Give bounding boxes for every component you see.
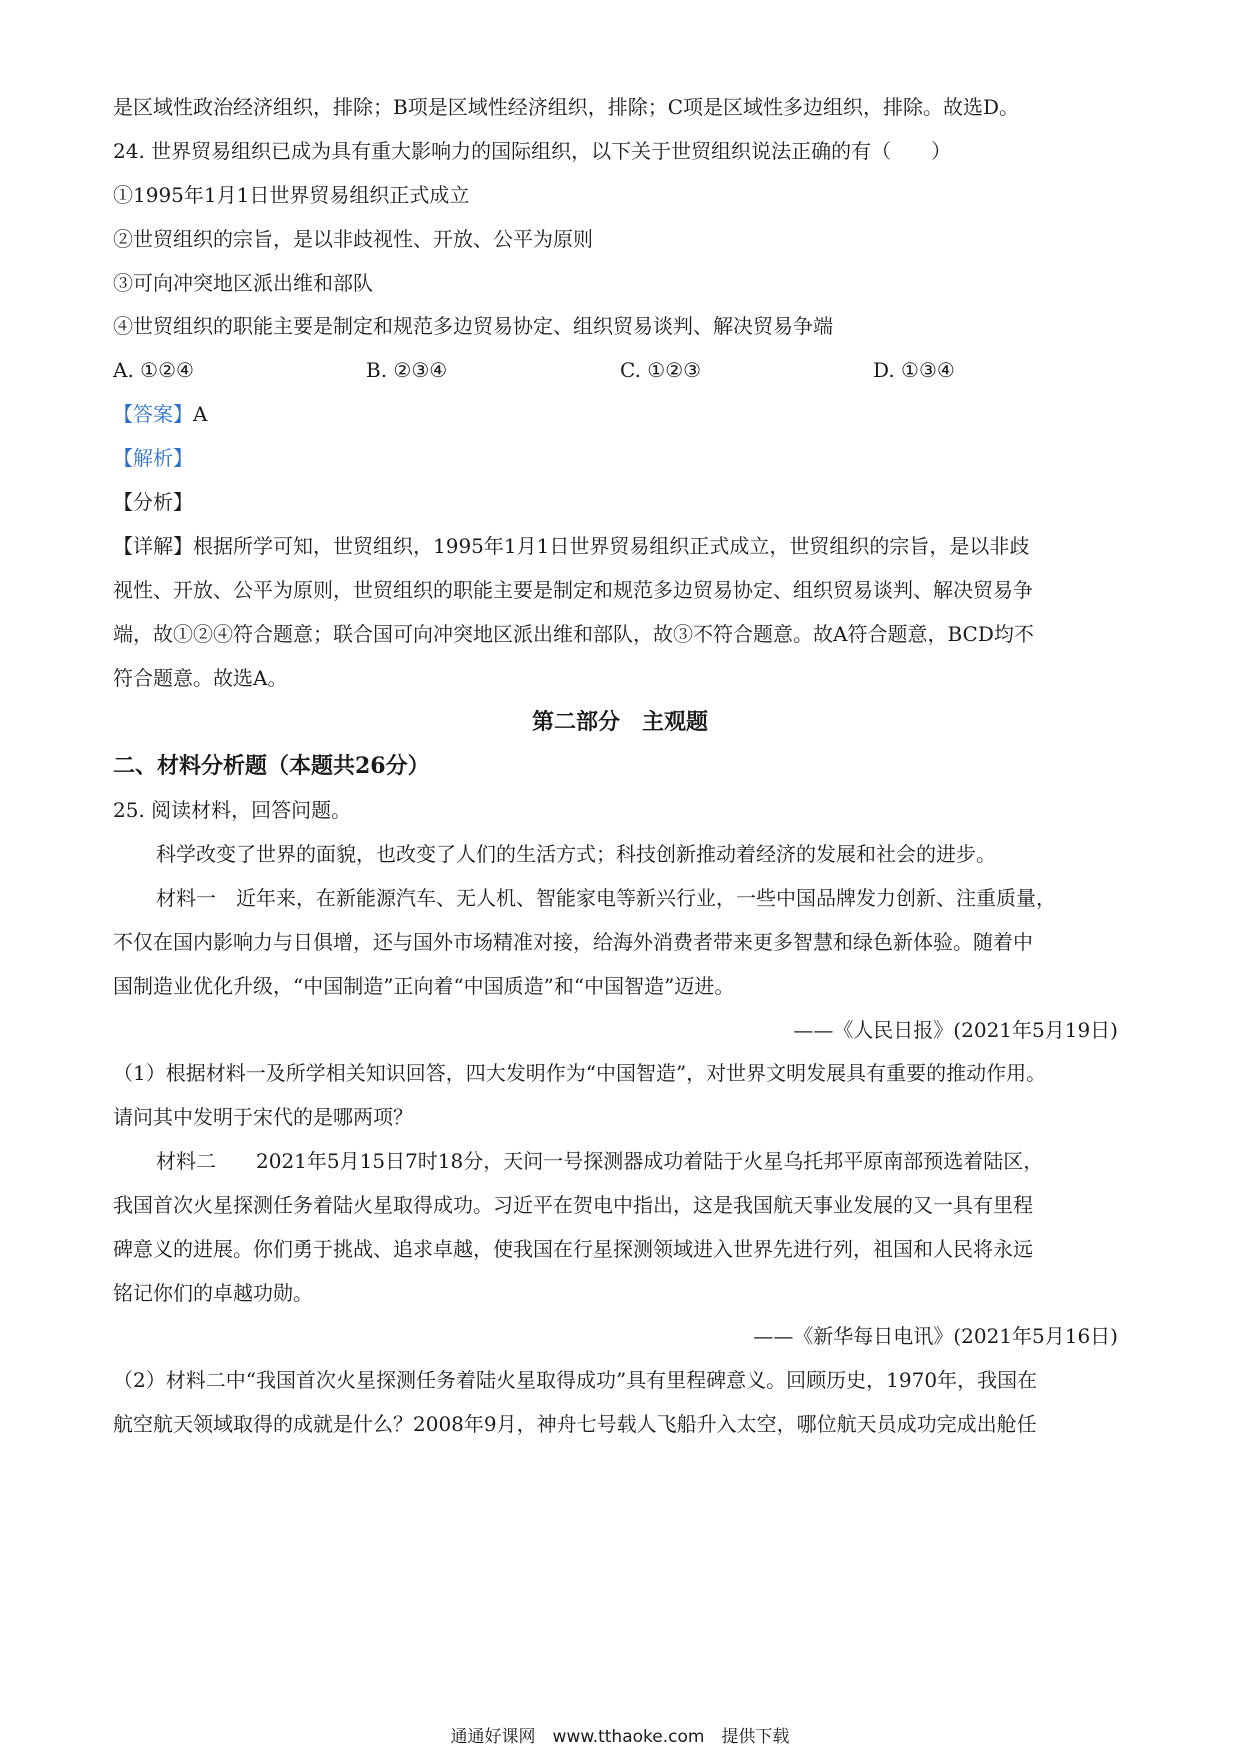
- option-c: C. ①②③: [620, 358, 702, 382]
- subquestion-1-line-2: 请问其中发明于宋代的是哪两项？: [113, 1105, 413, 1129]
- option-d: D. ①③④: [873, 358, 955, 382]
- answer-line: [113, 400, 1128, 428]
- subquestion-2-line-1: （2）材料二中“我国首次火星探测任务着陆火星取得成功”具有里程碑意义。回顾历史，1970年，我国在: [113, 1368, 1038, 1392]
- fenxi-tag: 【分析】: [113, 490, 193, 514]
- material-2-source: ——《新华每日电讯》(2021年5月16日): [753, 1324, 1118, 1348]
- material-1-line-1: 材料一 近年来，在新能源汽车、无人机、智能家电等新兴行业，一些中国品牌发力创新、注重质量，: [156, 886, 1056, 910]
- question-24-item-4: ④世贸组织的职能主要是制定和规范多边贸易协定、组织贸易谈判、解决贸易争端: [113, 314, 833, 338]
- detail-line-2: 视性、开放、公平为原则，世贸组织的职能主要是制定和规范多边贸易协定、组织贸易谈判、解决贸易争: [113, 578, 1033, 602]
- detail-line-3: 端，故①②④符合题意；联合国可向冲突地区派出维和部队，故③不符合题意。故A符合题意，BCD均不: [113, 622, 1034, 646]
- previous-explanation-tail: 是区域性政治经济组织，排除；B项是区域性经济组织，排除；C项是区域性多边组织，排除。故选D。: [113, 95, 1020, 119]
- material-2-line-3: 碑意义的进展。你们勇于挑战、追求卓越，使我国在行星探测领域进入世界先进行列，祖国和人民将永远: [113, 1237, 1033, 1261]
- answer-value: A: [193, 402, 208, 426]
- subquestion-2-line-2: 航空航天领域取得的成就是什么？2008年9月，神舟七号载人飞船升入太空，哪位航天员成功完成出舱任: [113, 1412, 1037, 1436]
- answer-tag: 【答案】: [113, 402, 193, 426]
- question-24-item-2: ②世贸组织的宗旨，是以非歧视性、开放、公平为原则: [113, 227, 593, 251]
- question-24-stem: 24. 世界贸易组织已成为具有重大影响力的国际组织，以下关于世贸组织说法正确的有（ ）: [113, 139, 952, 163]
- detail-line-4: 符合题意。故选A。: [113, 666, 288, 690]
- material-2-line-2: 我国首次火星探测任务着陆火星取得成功。习近平在贺电中指出，这是我国航天事业发展的又一具有里程: [113, 1193, 1033, 1217]
- option-a: A. ①②④: [113, 358, 194, 382]
- material-2-line-1: 材料二 2021年5月15日7时18分，天问一号探测器成功着陆于火星乌托邦平原南部预选着陆区，: [156, 1149, 1044, 1173]
- material-1-line-2: 不仅在国内影响力与日俱增，还与国外市场精准对接，给海外消费者带来更多智慧和绿色新体验。随着中: [113, 930, 1033, 954]
- question-24-item-1: ①1995年1月1日世界贸易组织正式成立: [113, 183, 470, 207]
- part-two-title: 第二部分 主观题: [531, 709, 708, 735]
- question-25-intro: 科学改变了世界的面貌，也改变了人们的生活方式；科技创新推动着经济的发展和社会的进步。: [156, 842, 996, 866]
- material-1-line-3: 国制造业优化升级，“中国制造”正向着“中国质造”和“中国智造”迈进。: [113, 974, 735, 998]
- material-1-source: ——《人民日报》(2021年5月19日): [793, 1018, 1118, 1042]
- analysis-tag: 【解析】: [113, 446, 193, 470]
- option-b: B. ②③④: [366, 358, 448, 382]
- material-2-line-4: 铭记你们的卓越功勋。: [113, 1281, 313, 1305]
- subquestion-1-line-1: （1）根据材料一及所学相关知识回答，四大发明作为“中国智造”，对世界文明发展具有重要的推动作用。: [113, 1061, 1047, 1085]
- section-title: 二、材料分析题（本题共26分）: [113, 753, 430, 779]
- page-footer: 通通好课网 www.tthaoke.com 提供下载: [450, 1727, 790, 1747]
- question-24-item-3: ③可向冲突地区派出维和部队: [113, 271, 373, 295]
- question-25-stem: 25. 阅读材料，回答问题。: [113, 798, 352, 822]
- detail-line-1: 【详解】根据所学可知，世贸组织，1995年1月1日世界贸易组织正式成立，世贸组织的宗旨，是以非歧: [113, 534, 1030, 558]
